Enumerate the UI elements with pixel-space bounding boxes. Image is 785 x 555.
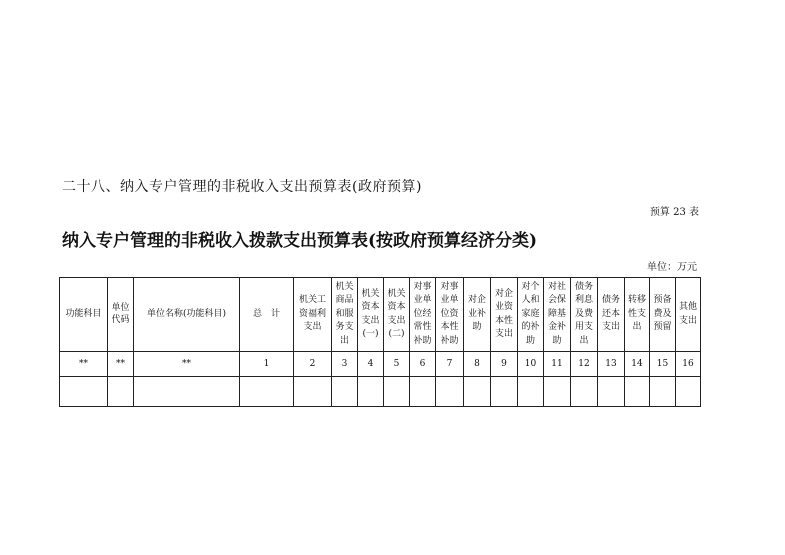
data-cell — [294, 377, 332, 407]
index-cell: 10 — [518, 352, 544, 377]
section-heading: 二十八、纳入专户管理的非税收入支出预算表(政府预算) — [62, 179, 422, 195]
data-cell — [544, 377, 571, 407]
index-cell: ** — [134, 352, 240, 377]
index-cell: 4 — [358, 352, 384, 377]
data-cell — [358, 377, 384, 407]
header-col-15: 预备费及预留 — [650, 278, 676, 352]
header-col-3: 机关商品和服务支出 — [332, 278, 358, 352]
index-cell: 3 — [332, 352, 358, 377]
index-cell: 9 — [491, 352, 518, 377]
data-cell — [60, 377, 108, 407]
header-col-14: 转移性支出 — [625, 278, 650, 352]
header-col-9: 对企业资本性支出 — [491, 278, 518, 352]
data-cell — [436, 377, 464, 407]
data-cell — [650, 377, 676, 407]
data-cell — [332, 377, 358, 407]
header-col-4: 机关资本支出(一) — [358, 278, 384, 352]
data-cell — [464, 377, 491, 407]
header-col-13: 债务还本支出 — [598, 278, 625, 352]
header-col-5: 机关资本支出(二) — [384, 278, 410, 352]
index-cell: 16 — [676, 352, 701, 377]
header-col-16: 其他支出 — [676, 278, 701, 352]
budget-table — [59, 277, 701, 407]
header-unit-name: 单位名称(功能科目) — [134, 278, 240, 352]
data-cell — [491, 377, 518, 407]
index-cell: 1 — [240, 352, 294, 377]
header-col-11: 对社会保障基金补助 — [544, 278, 571, 352]
data-cell — [108, 377, 134, 407]
header-col-10: 对个人和家庭的补助 — [518, 278, 544, 352]
data-cell — [134, 377, 240, 407]
index-cell: ** — [60, 352, 108, 377]
unit-label: 单位：万元 — [647, 262, 697, 273]
header-col-2: 机关工资福利支出 — [294, 278, 332, 352]
data-cell — [384, 377, 410, 407]
header-total: 总 计 — [240, 278, 294, 352]
header-unit-code: 单位代码 — [108, 278, 134, 352]
index-cell: 13 — [598, 352, 625, 377]
index-cell: 12 — [571, 352, 598, 377]
table-title: 纳入专户管理的非税收入拨款支出预算表(按政府预算经济分类) — [62, 231, 538, 251]
header-col-8: 对企业补助 — [464, 278, 491, 352]
index-cell: 11 — [544, 352, 571, 377]
data-row — [60, 377, 701, 407]
index-row — [60, 352, 701, 377]
index-cell: 15 — [650, 352, 676, 377]
header-col-12: 债务利息及费用支出 — [571, 278, 598, 352]
header-col-7: 对事业单位资本性补助 — [436, 278, 464, 352]
data-cell — [598, 377, 625, 407]
header-col-6: 对事业单位经常性补助 — [410, 278, 436, 352]
data-cell — [410, 377, 436, 407]
index-cell: 6 — [410, 352, 436, 377]
data-cell — [625, 377, 650, 407]
index-cell: 14 — [625, 352, 650, 377]
data-cell — [676, 377, 701, 407]
header-func-code: 功能科目 — [60, 278, 108, 352]
index-cell: ** — [108, 352, 134, 377]
index-cell: 8 — [464, 352, 491, 377]
data-cell — [518, 377, 544, 407]
data-cell — [571, 377, 598, 407]
table-number: 预算 23 表 — [649, 207, 699, 218]
index-cell: 2 — [294, 352, 332, 377]
header-row — [60, 278, 701, 352]
index-cell: 7 — [436, 352, 464, 377]
data-cell — [240, 377, 294, 407]
index-cell: 5 — [384, 352, 410, 377]
